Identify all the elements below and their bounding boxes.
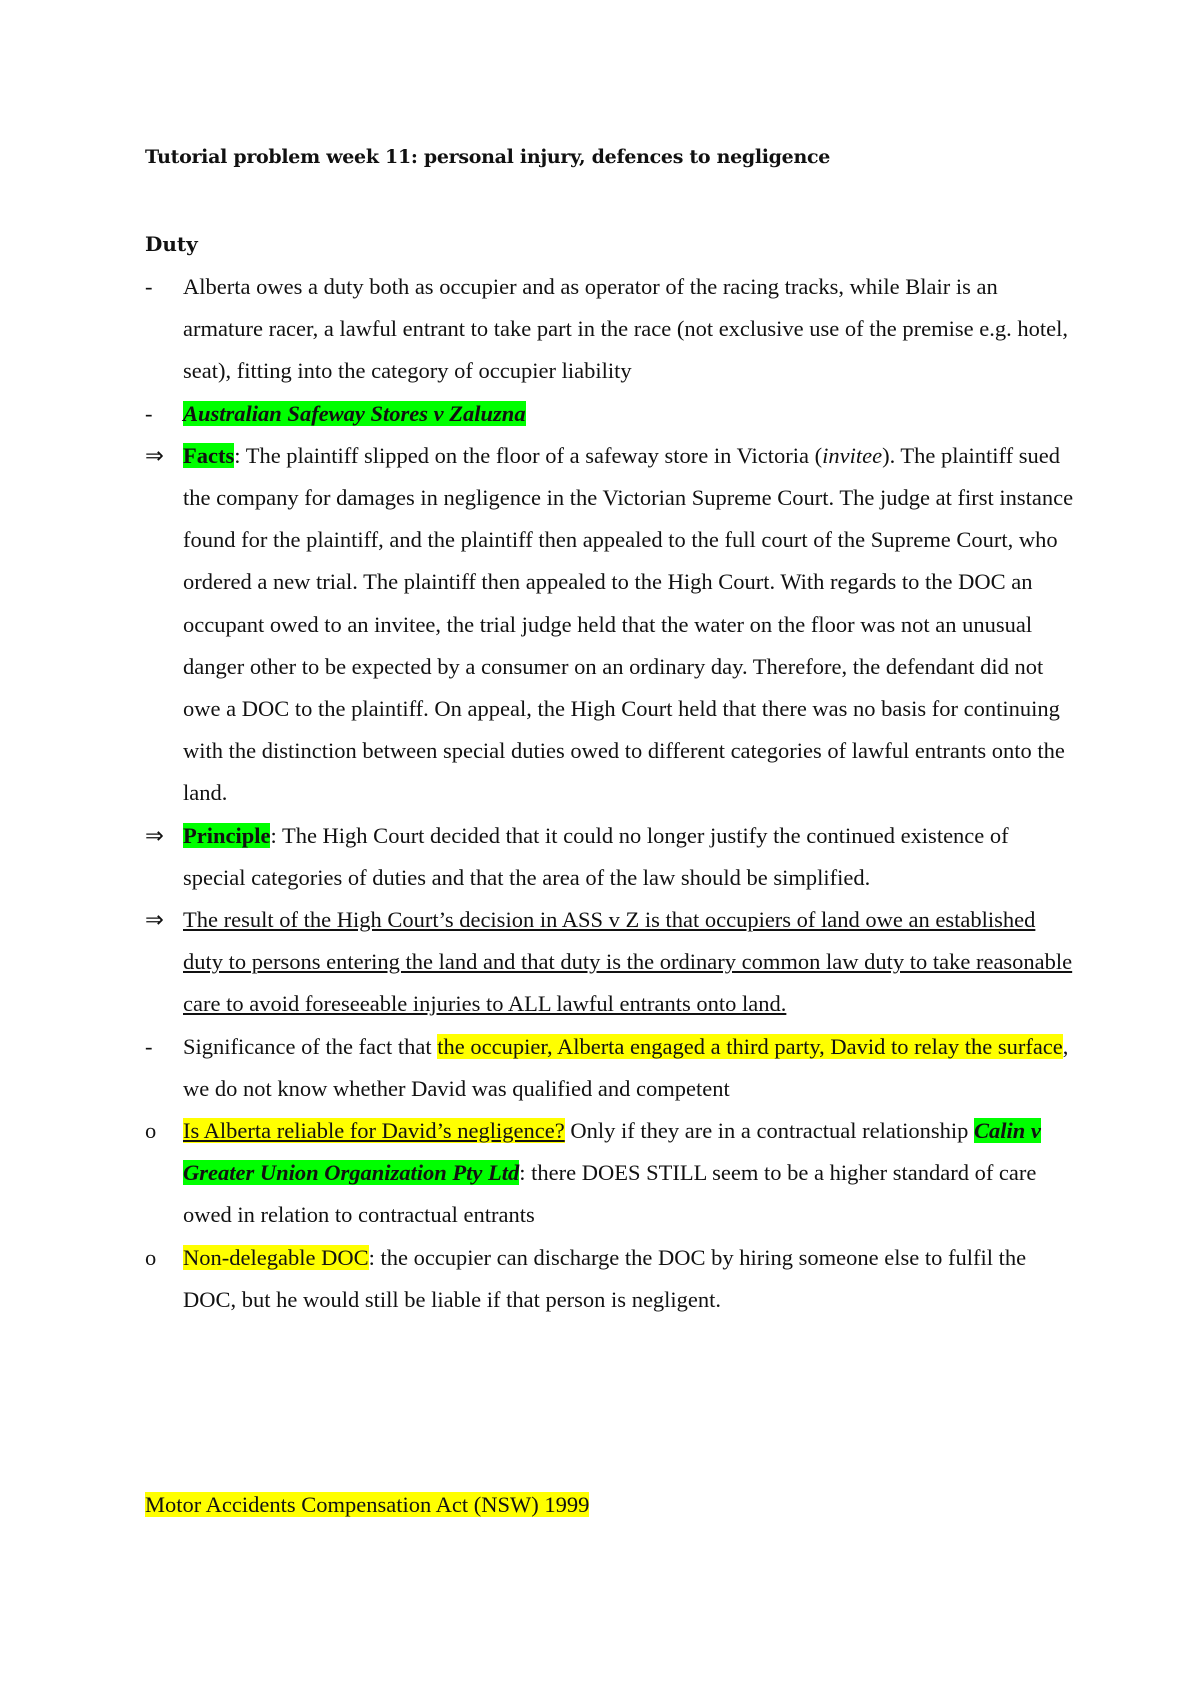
significance-highlight: the occupier, Alberta engaged a third party, David to relay the surface (437, 1033, 1063, 1059)
arrow-item-facts (145, 435, 1075, 815)
circle-marker: o (145, 1118, 157, 1144)
arrow-item-principle (145, 815, 1075, 899)
arrow-marker: ⇒ (145, 907, 164, 933)
significance-text-part2: , we do not know whether David was qualified and competent (183, 1033, 1069, 1101)
bullet-text: Alberta owes a duty both as occupier and as operator of the racing tracks, while Blair is an armature racer, a lawful entrant to take part in the race (not exclusive use of the premise e.g. hotel, seat), fitting into the category of occupier liability (183, 274, 1068, 384)
arrow-marker: ⇒ (145, 822, 164, 848)
dash-marker: - (145, 274, 153, 299)
dash-marker: - (145, 400, 153, 426)
principle-label: Principle (183, 822, 271, 848)
section-heading-duty: Duty (145, 232, 198, 256)
bullet-item-case-safeway (145, 393, 1075, 435)
circle-marker: o (145, 1244, 157, 1270)
act-heading: Motor Accidents Compensation Act (NSW) 1999 (145, 1492, 590, 1517)
sub-item-reliability (145, 1110, 1075, 1237)
bullet-item-duty-owed (145, 266, 1075, 393)
facts-label: Facts (183, 442, 235, 468)
duty-section-body (145, 266, 1075, 1321)
principle-text: : The High Court decided that it could no longer justify the continued existence of special categories of duties and that the area of the law should be simplified. (183, 822, 1009, 890)
calin-text: : there DOES STILL seem to be a higher standard of care owed in relation to contractual entrants (183, 1160, 1037, 1228)
bullet-item-significance (145, 1026, 1075, 1110)
significance-text-part1: Significance of the fact that (183, 1033, 438, 1059)
sub-item-non-delegable (145, 1237, 1075, 1321)
non-delegable-label: Non-delegable DOC (183, 1244, 369, 1270)
facts-text-part1: : The plaintiff slipped on the floor of a safeway store in Victoria ( (234, 442, 823, 468)
arrow-marker: ⇒ (145, 442, 164, 468)
case-name-safeway: Australian Safeway Stores v Zaluzna (183, 400, 526, 426)
non-delegable-text: : the occupier can discharge the DOC by hiring someone else to fulfil the DOC, but he would still be liable if that person is negligent. (183, 1244, 1027, 1312)
reliability-text: Only if they are in a contractual relationship (564, 1118, 974, 1144)
facts-text-part2: ). The plaintiff sued the company for damages in negligence in the Victorian Supreme Court. The judge at first instance found for the plaintiff, and the plaintiff then appealed to the full court of the Supreme Court, who ordered a new trial. The plaintiff then appealed to the High Court. With regards to the DOC an occupant owed to an invitee, the trial judge held that the water on the floor was not an unusual danger other to be expected by a consumer on an ordinary day. Therefore, the defendant did not owe a DOC to the plaintiff. On appeal, the High Court held that there was no basis for continuing with the distinction between special duties owed to different categories of lawful entrants onto the land. (183, 442, 1074, 806)
dash-marker: - (145, 1033, 153, 1059)
arrow-item-result (145, 899, 1075, 1026)
case-name-calin: Calin v Greater Union Organization Pty Ltd (183, 1118, 1041, 1186)
reliability-question: Is Alberta reliable for David’s negligence? (183, 1118, 565, 1144)
facts-invitee: invitee (822, 442, 883, 468)
result-text: The result of the High Court’s decision in ASS v Z is that occupiers of land owe an established duty to persons entering the land and that duty is the ordinary common law duty to take reasonable care to avoid foreseeable injuries to ALL lawful entrants onto land. (183, 907, 1073, 1017)
document-title: Tutorial problem week 11: personal injury, defences to negligence (145, 146, 831, 168)
